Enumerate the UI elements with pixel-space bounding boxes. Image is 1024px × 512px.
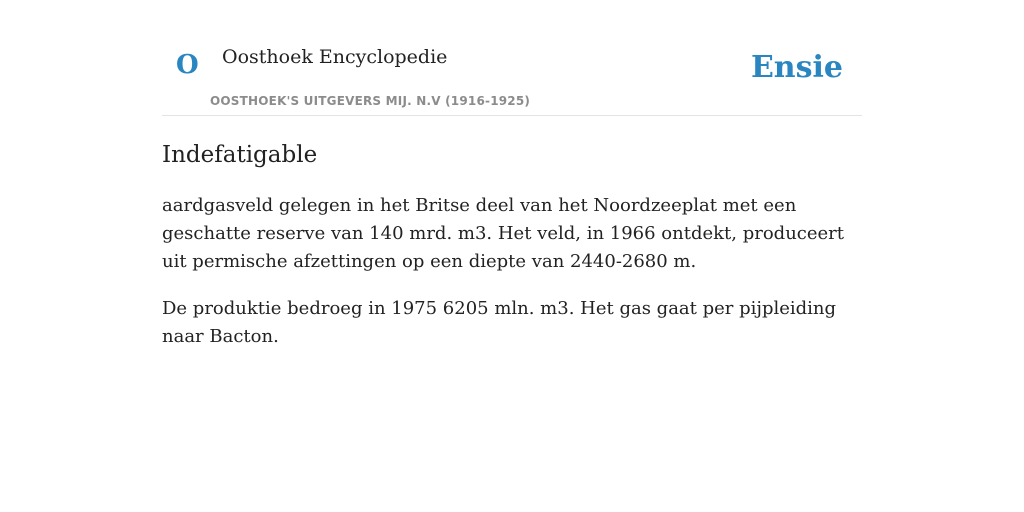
article-paragraph: aardgasveld gelegen in het Britse deel van het Noordzeeplat met een geschatte reserve van 140 mrd. m3. Het veld, in 1966 ontdekt, produceert uit permische afzettingen op een diepte van 2440-2680 m.: [162, 195, 845, 272]
source-header: [162, 0, 862, 116]
article-paragraph: De produktie bedroeg in 1975 6205 mln. m3. Het gas gaat per pijpleiding naar Bacton.: [162, 298, 837, 347]
page-content: [162, 0, 862, 351]
ensie-logo-link[interactable]: Ensie: [750, 50, 843, 85]
publisher-label: OOSTHOEK'S UITGEVERS MIJ. N.V (1916-1925): [210, 94, 531, 108]
article-title: Indefatigable: [162, 142, 318, 168]
source-logo[interactable]: O: [176, 50, 199, 80]
source-title[interactable]: Oosthoek Encyclopedie: [222, 46, 448, 68]
